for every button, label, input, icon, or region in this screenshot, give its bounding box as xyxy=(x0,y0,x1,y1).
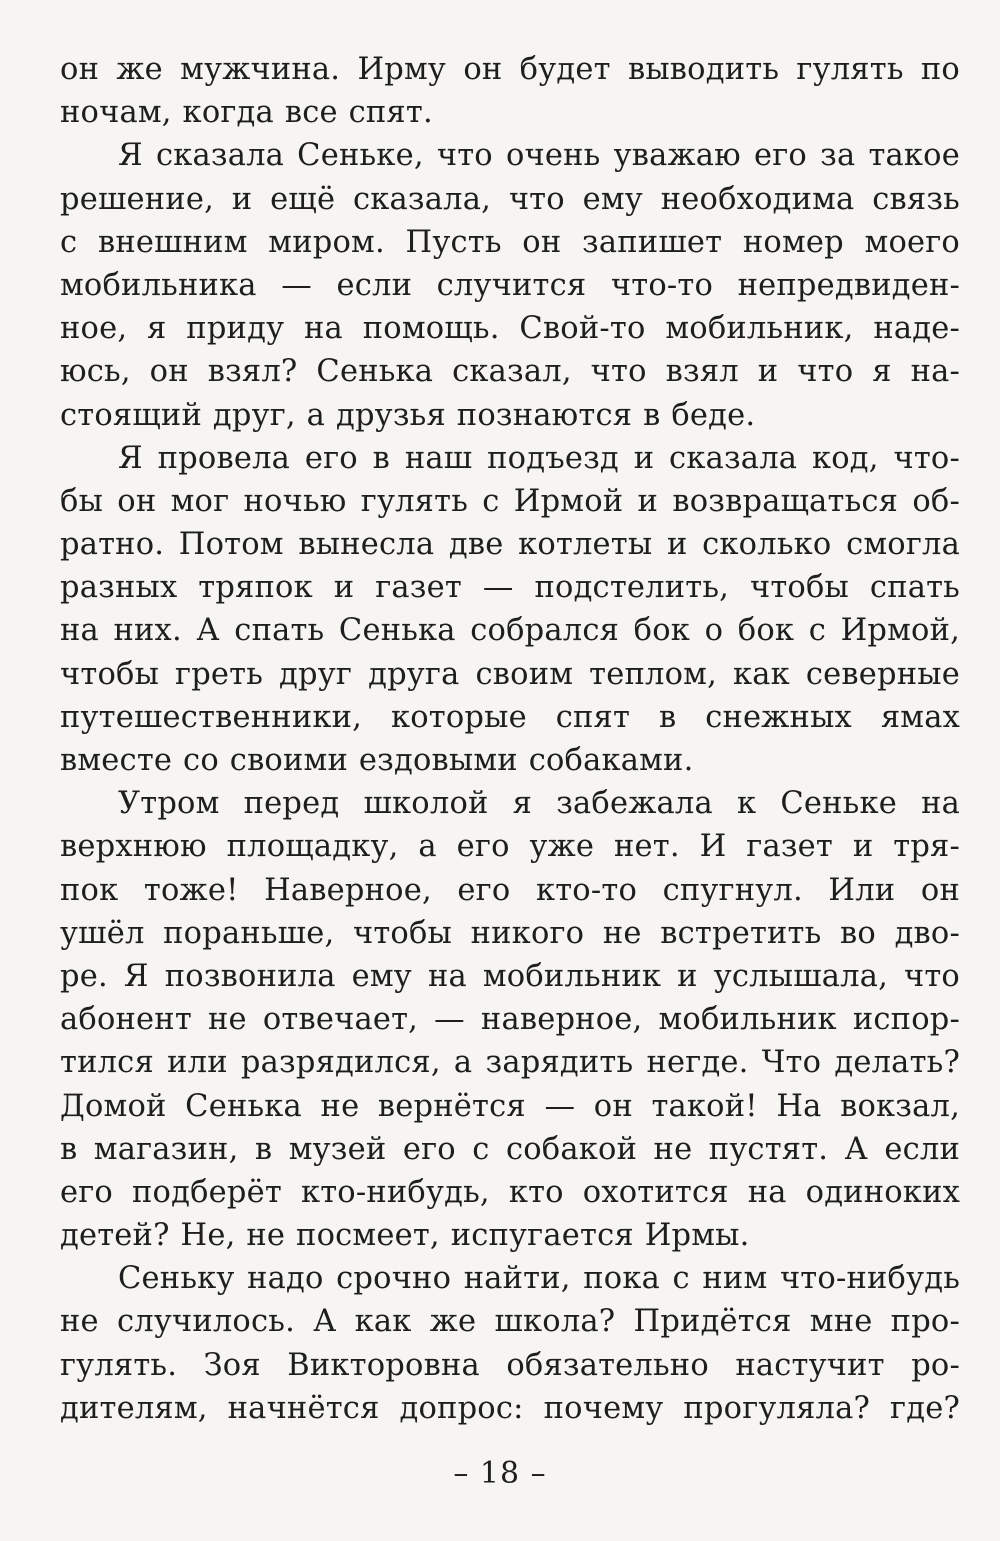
text-line: Сеньку надо срочно найти, пока с ним что-нибудь xyxy=(118,1261,960,1297)
text-line: решение, и ещё сказала, что ему необходима связь xyxy=(60,181,960,217)
paragraph xyxy=(60,1257,960,1430)
text-line: в магазин, в музей его с собакой не пустят. А если xyxy=(60,1131,960,1167)
text-line: ушёл пораньше, чтобы никого не встретить во дво- xyxy=(60,915,960,951)
text-line: гулять. Зоя Викторовна обязательно настучит ро- xyxy=(60,1347,960,1383)
text-line: ре. Я позвонила ему на мобильник и услышала, что xyxy=(60,958,960,994)
text-line: Утром перед школой я забежала к Сеньке на xyxy=(118,786,960,822)
text-line: Я провела его в наш подъезд и сказала код, что- xyxy=(118,440,960,476)
text-line: путешественники, которые спят в снежных ямах xyxy=(60,699,960,735)
page-text xyxy=(60,48,960,1430)
text-line: абонент не отвечает, — наверное, мобильник испор- xyxy=(60,1002,960,1038)
text-line: он же мужчина. Ирму он будет выводить гулять по xyxy=(60,52,960,87)
paragraph xyxy=(60,782,960,1257)
text-line: с внешним миром. Пусть он запишет номер моего xyxy=(60,224,960,260)
text-line: Домой Сенька не вернётся — он такой! На вокзал, xyxy=(60,1088,960,1124)
text-line: на них. А спать Сенька собрался бок о бок с Ирмой, xyxy=(60,613,960,649)
text-line: его подберёт кто-нибудь, кто охотится на одиноких xyxy=(60,1174,960,1210)
text-line: бы он мог ночью гулять с Ирмой и возвращаться об- xyxy=(60,483,960,519)
text-line: дителям, начнётся допрос: почему прогуляла? где? xyxy=(60,1390,960,1426)
text-line: юсь, он взял? Сенька сказал, что взял и что я на- xyxy=(60,354,960,390)
page-number: – 18 – xyxy=(453,1456,547,1491)
text-line: мобильника — если случится что-то непредвиден- xyxy=(60,267,960,303)
text-line: ратно. Потом вынесла две котлеты и сколько смогла xyxy=(60,527,960,563)
text-line: чтобы греть друг друга своим теплом, как северные xyxy=(60,656,960,692)
text-line: верхнюю площадку, а его уже нет. И газет и тря- xyxy=(60,829,960,865)
text-line: вместе со своими ездовыми собаками. xyxy=(60,743,694,778)
text-line: стоящий друг, а друзья познаются в беде. xyxy=(60,397,756,433)
text-line: Я сказала Сеньке, что очень уважаю его за такое xyxy=(118,138,960,174)
paragraph xyxy=(60,48,960,134)
text-line: разных тряпок и газет — подстелить, чтобы спать xyxy=(60,570,960,606)
text-line: не случилось. А как же школа? Придётся мне про- xyxy=(60,1304,960,1340)
text-line: детей? Не, не посмеет, испугается Ирмы. xyxy=(60,1218,750,1254)
paragraph xyxy=(60,437,960,783)
text-line: тился или разрядился, а зарядить негде. Что делать? xyxy=(60,1045,960,1081)
paragraph xyxy=(60,134,960,436)
text-line: ное, я приду на помощь. Свой-то мобильник, наде- xyxy=(60,311,960,347)
text-line: пок тоже! Наверное, его кто-то спугнул. Или он xyxy=(60,872,960,908)
text-line: ночам, когда все спят. xyxy=(60,95,433,131)
